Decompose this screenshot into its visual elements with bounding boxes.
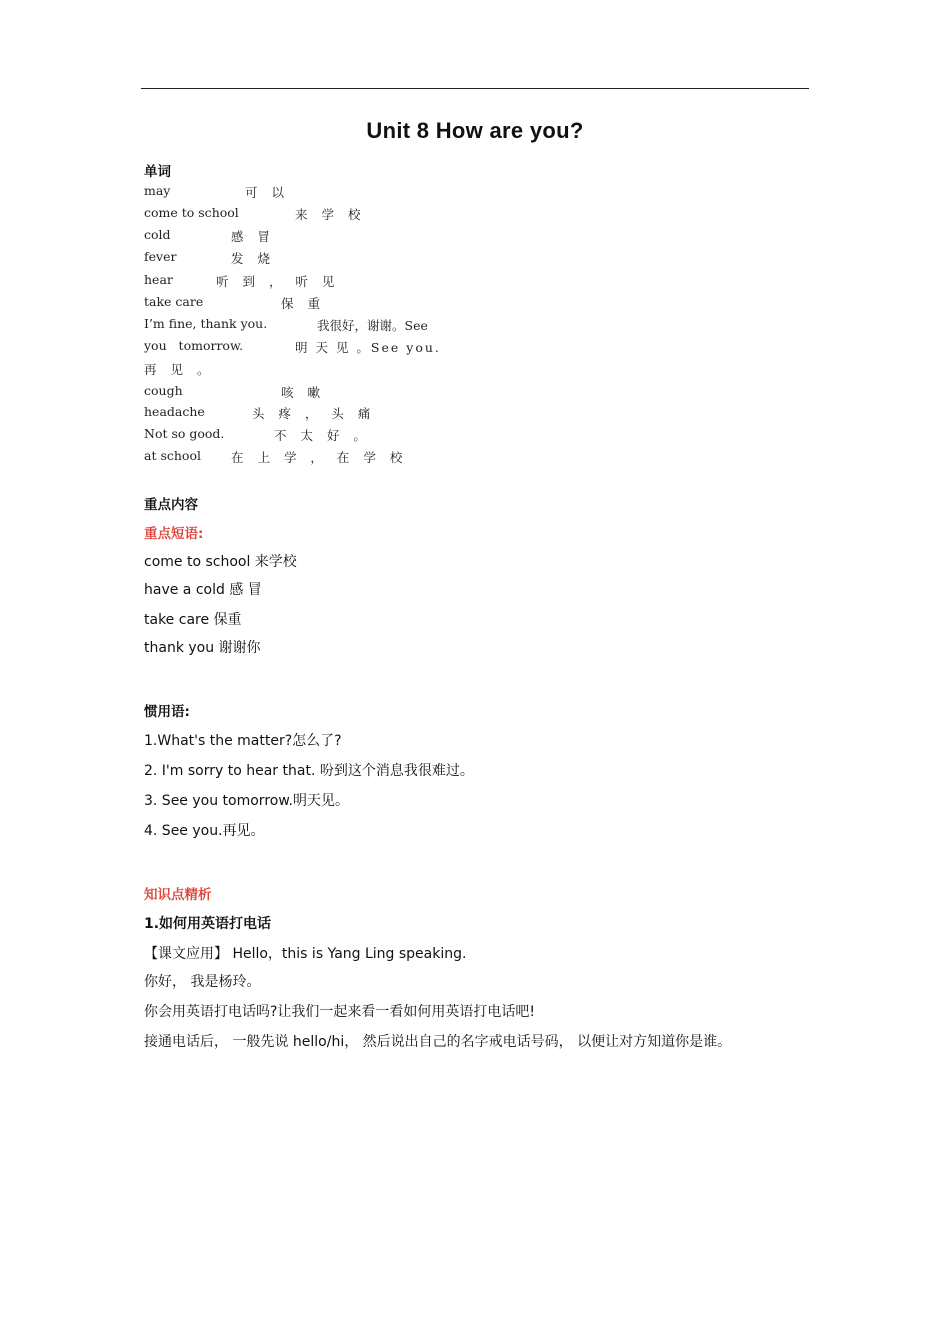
key-phrases-heading: 重点短语: bbox=[144, 526, 204, 542]
key-content-heading: 重点内容 bbox=[144, 497, 198, 513]
header-rule bbox=[141, 88, 809, 89]
vocab-en: at school bbox=[144, 448, 201, 463]
analysis-heading: 知识点精析 bbox=[144, 887, 212, 903]
vocab-en: I’m fine, thank you. bbox=[144, 316, 268, 331]
vocab-zh: 感 冒 bbox=[231, 229, 275, 244]
idiom-item: 3. See you tomorrow.明天见。 bbox=[144, 793, 349, 809]
vocab-zh: 明 天 见 。See you. bbox=[295, 340, 441, 355]
vocab-heading: 单词 bbox=[144, 164, 171, 180]
vocab-en: headache bbox=[144, 404, 205, 419]
idiom-item: 1.What's the matter?怎么了? bbox=[144, 733, 342, 749]
idiom-item: 2. I'm sorry to hear that. 吩到这个消息我很难过。 bbox=[144, 763, 474, 779]
vocab-en: hear bbox=[144, 272, 173, 287]
point1-heading: 1.如何用英语打电话 bbox=[144, 916, 272, 932]
vocab-zh: 听 到 ， 听 见 bbox=[216, 274, 340, 289]
vocab-zh: 发 烧 bbox=[231, 251, 275, 266]
vocab-zh: 来 学 校 bbox=[295, 207, 366, 222]
vocab-en: take care bbox=[144, 294, 204, 309]
idioms-heading: 惯用语: bbox=[144, 704, 190, 720]
vocab-zh: 我很好，谢谢。See bbox=[317, 318, 428, 333]
vocab-en: cold bbox=[144, 227, 171, 242]
point1-line: 你会用英语打电话吗?让我们一起来看一看如何用英语打电话吧! bbox=[144, 1004, 536, 1020]
phrase-item: thank you 谢谢你 bbox=[144, 640, 261, 656]
point1-line: 你好， 我是杨玲。 bbox=[144, 974, 261, 990]
vocab-zh: 保 重 bbox=[281, 296, 325, 311]
point1-line: 【课文应用】 Hello，this is Yang Ling speaking. bbox=[144, 946, 467, 962]
point1-line: 接通电话后， 一般先说 hello/hi， 然后说出自己的名字戒电话号码， 以便让对方知道你是谁。 bbox=[144, 1034, 732, 1050]
phrase-item: take care 保重 bbox=[144, 612, 242, 628]
phrase-item: have a cold 感 冒 bbox=[144, 582, 262, 598]
vocab-en: may bbox=[144, 183, 171, 198]
phrase-item: come to school 来学校 bbox=[144, 554, 297, 570]
vocab-zh: 可 以 bbox=[245, 185, 289, 200]
page-title: Unit 8 How are you? bbox=[366, 118, 584, 143]
vocab-en: fever bbox=[144, 249, 177, 264]
vocab-zh: 不 太 好 。 bbox=[274, 428, 371, 443]
vocab-zh: 头 疼 ， 头 痛 bbox=[252, 406, 376, 421]
vocab-en: you tomorrow. bbox=[144, 338, 244, 353]
vocab-zh: 咳 嗽 bbox=[281, 385, 325, 400]
idiom-item: 4. See you.再见。 bbox=[144, 823, 265, 839]
vocab-en: come to school bbox=[144, 205, 239, 220]
vocab-en: 再 见 。 bbox=[144, 362, 215, 377]
vocab-zh: 在 上 学 ， 在 学 校 bbox=[231, 450, 408, 465]
vocab-en: cough bbox=[144, 383, 183, 398]
vocab-en: Not so good. bbox=[144, 426, 225, 441]
